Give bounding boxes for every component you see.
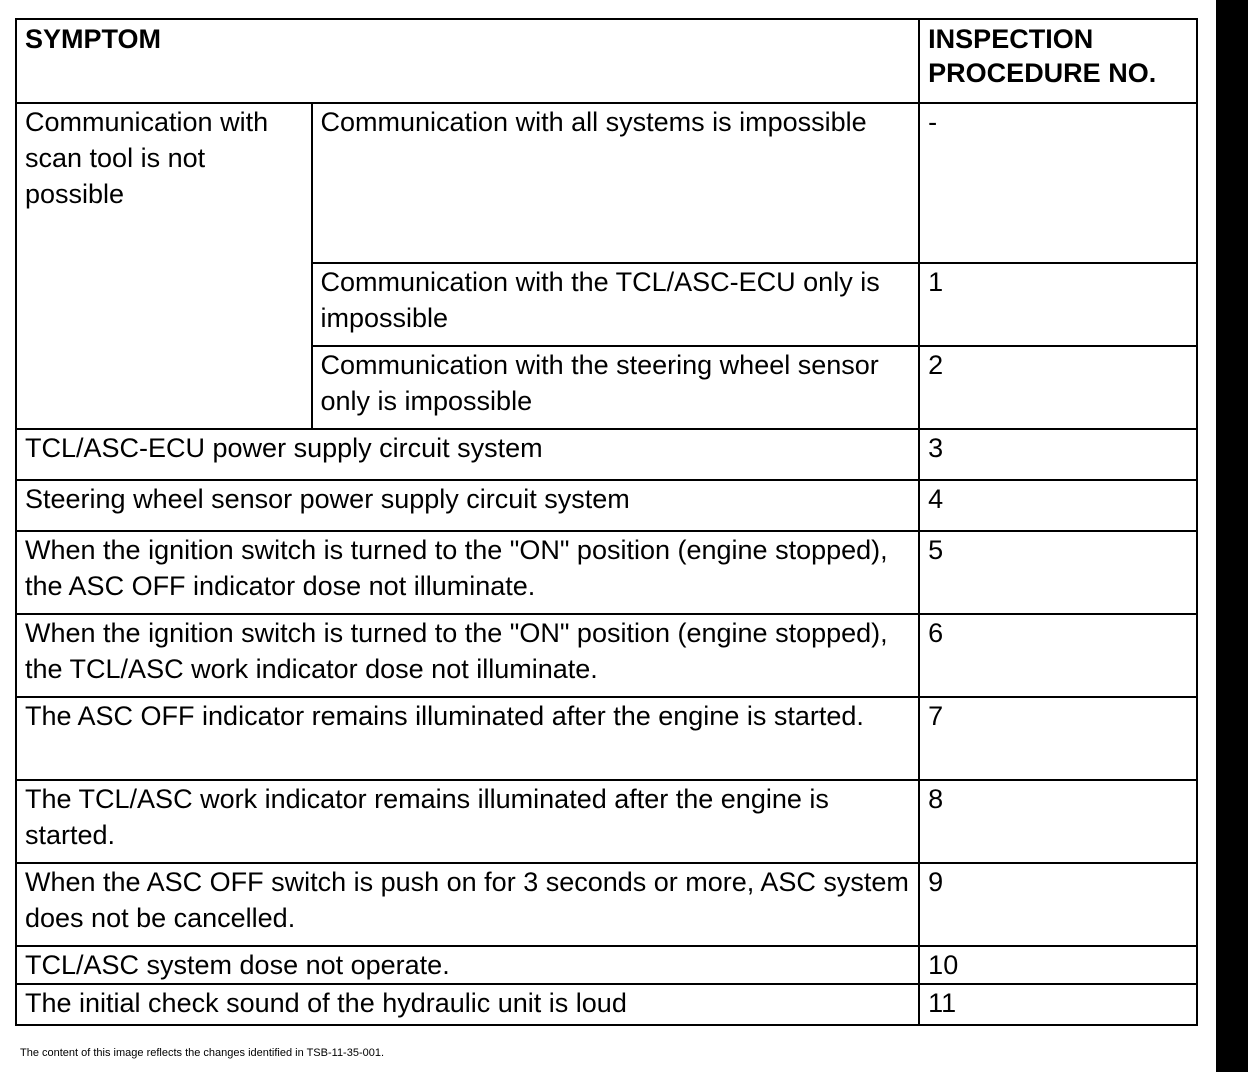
right-edge-bar: [1216, 0, 1248, 1072]
symptom-cell: When the ASC OFF switch is push on for 3 seconds or more, ASC system does not be cancelled.: [16, 863, 919, 946]
symptom-cell: The TCL/ASC work indicator remains illuminated after the engine is started.: [16, 780, 919, 863]
table-row: [16, 614, 1197, 697]
footnote: The content of this image reflects the changes identified in TSB-11-35-001.: [20, 1047, 385, 1059]
table-row: [16, 103, 1197, 263]
symptom-cell: Steering wheel sensor power supply circuit system: [16, 480, 919, 531]
table-row: [16, 429, 1197, 480]
procedure-cell: 7: [919, 697, 1197, 780]
table-row: [16, 946, 1197, 984]
inspection-header-line1: INSPECTION: [928, 24, 1094, 54]
symptom-cell: Communication with all systems is impossible: [312, 103, 920, 263]
procedure-cell: 11: [919, 984, 1197, 1025]
table-row: [16, 780, 1197, 863]
symptom-table: [15, 18, 1198, 1026]
symptom-cell: When the ignition switch is turned to the "ON" position (engine stopped), the ASC OFF indicator dose not illuminate.: [16, 531, 919, 614]
inspection-header-line2: PROCEDURE NO.: [928, 58, 1157, 88]
table-row: [16, 697, 1197, 780]
procedure-cell: 6: [919, 614, 1197, 697]
procedure-cell: 3: [919, 429, 1197, 480]
symptom-cell: The ASC OFF indicator remains illuminated after the engine is started.: [16, 697, 919, 780]
table-row: [16, 531, 1197, 614]
symptom-cell: Communication with the steering wheel sensor only is impossible: [312, 346, 920, 429]
symptom-cell: When the ignition switch is turned to the "ON" position (engine stopped), the TCL/ASC work indicator dose not illuminate.: [16, 614, 919, 697]
procedure-cell: 4: [919, 480, 1197, 531]
symptom-header: SYMPTOM: [16, 19, 919, 103]
table-row: [16, 863, 1197, 946]
inspection-header: [919, 19, 1197, 103]
procedure-cell: 10: [919, 946, 1197, 984]
procedure-cell: 9: [919, 863, 1197, 946]
procedure-cell: -: [919, 103, 1197, 263]
symptom-cell: Communication with the TCL/ASC-ECU only is impossible: [312, 263, 920, 346]
comm-group-label: Communication with scan tool is not possible: [16, 103, 312, 429]
symptom-cell: TCL/ASC-ECU power supply circuit system: [16, 429, 919, 480]
symptom-cell: The initial check sound of the hydraulic unit is loud: [16, 984, 919, 1025]
symptom-cell: TCL/ASC system dose not operate.: [16, 946, 919, 984]
header-row: [16, 19, 1197, 103]
table-row: [16, 480, 1197, 531]
procedure-cell: 5: [919, 531, 1197, 614]
procedure-cell: 2: [919, 346, 1197, 429]
procedure-cell: 1: [919, 263, 1197, 346]
table-row: [16, 984, 1197, 1025]
procedure-cell: 8: [919, 780, 1197, 863]
